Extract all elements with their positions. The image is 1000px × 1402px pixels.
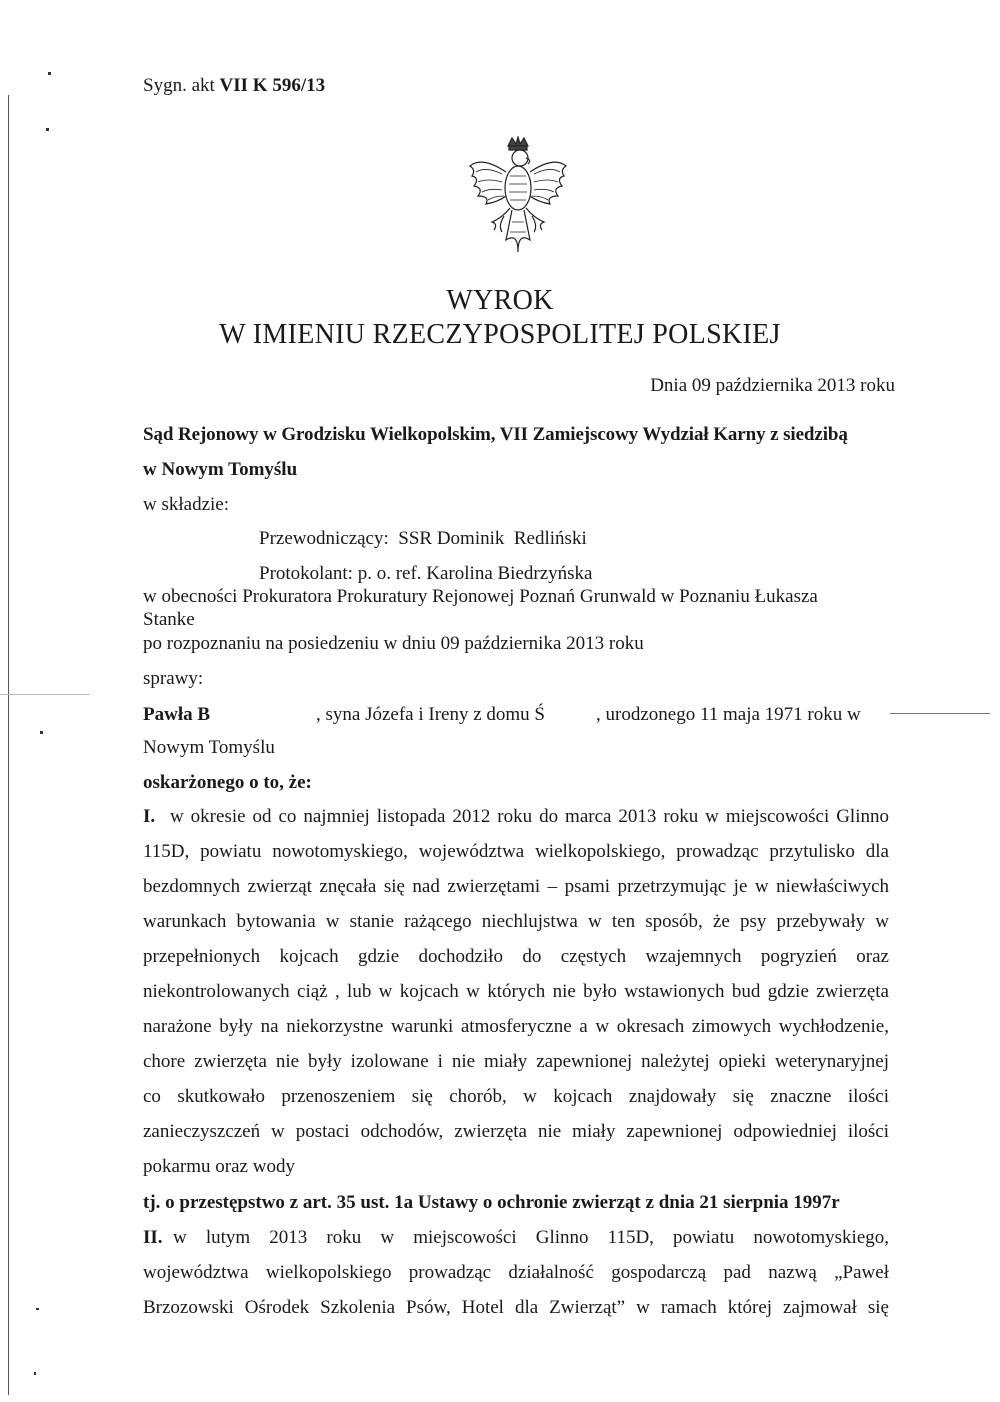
- charge-1-line: 115D, powiatu nowotomyskiego, województwa wielkopolskiego, prowadząc przytulisko dla: [143, 841, 889, 862]
- case-signature: [143, 75, 325, 97]
- charge-1-line: w okresie od co najmniej listopada 2012 roku do marca 2013 roku w miejscowości Glinno: [170, 806, 889, 827]
- scan-fold-line: [0, 694, 90, 695]
- composition-label: w składzie:: [143, 494, 230, 515]
- court-name-line1: Sąd Rejonowy w Grodzisku Wielkopolskim, VII Zamiejscowy Wydział Karny z siedzibą: [143, 424, 848, 445]
- charge-1-qualification: tj. o przestępstwo z art. 35 ust. 1a Ustawy o ochronie zwierząt z dnia 21 sierpnia 1997r: [143, 1192, 840, 1213]
- charge-1-line: przepełnionych kojcach gdzie dochodziło do częstych wzajemnych pogryzień oraz: [143, 946, 889, 967]
- charged-label: oskarżonego o to, że:: [143, 772, 312, 793]
- judgment-title: WYROK: [446, 285, 554, 316]
- polish-eagle-emblem: [462, 136, 574, 260]
- scan-speck: [34, 1372, 36, 1375]
- charge-1-line: niekontrolowanych ciąż , lub w kojcach w których nie było wstawionych bud gdzie zwierzęta: [143, 981, 889, 1002]
- prosecutor-line1: w obecności Prokuratora Prokuratury Rejonowej Poznań Grunwald w Poznaniu Łukasza: [143, 586, 818, 607]
- hearing-line: po rozpoznaniu na posiedzeniu w dniu 09 października 2013 roku: [143, 633, 644, 654]
- judgment-subtitle: W IMIENIU RZECZYPOSPOLITEJ POLSKIEJ: [219, 319, 781, 350]
- scan-speck: [40, 731, 43, 734]
- case-signature-prefix: Sygn. akt: [143, 75, 215, 96]
- charge-1-numeral: I.: [143, 806, 156, 827]
- case-signature-number: VII K 596/13: [219, 75, 326, 96]
- charge-1-line: chore zwierzęta nie były izolowane i nie miały zapewnionej należytej opieki weterynaryjnej: [143, 1051, 889, 1072]
- defendant-name: Pawła B: [143, 704, 211, 725]
- defendant-birth: , urodzonego 11 maja 1971 roku w: [596, 704, 861, 725]
- court-clerk: Protokolant: p. o. ref. Karolina Biedrzyńska: [259, 563, 593, 584]
- charge-2-numeral: II.: [143, 1227, 163, 1248]
- charge-1-line: zanieczyszczeń w postaci odchodów, zwierzęta nie miały zapewnionej odpowiedniej ilości: [143, 1121, 889, 1142]
- charge-1-line: co skutkowało przenoszeniem się chorób, w kojcach znajdowały się znaczne ilości: [143, 1086, 889, 1107]
- charge-1-line: pokarmu oraz wody: [143, 1156, 295, 1177]
- charge-2-line: województwa wielkopolskiego prowadząc działalność gospodarczą pad nazwą „Paweł: [143, 1262, 889, 1283]
- scan-edge-line: [8, 95, 9, 1395]
- scan-speck: [48, 72, 51, 75]
- scan-speck: [36, 1308, 39, 1310]
- judgment-date: Dnia 09 października 2013 roku: [650, 375, 895, 396]
- presiding-judge: Przewodniczący: SSR Dominik Redliński: [259, 528, 587, 549]
- prosecutor-line2: Stanke: [143, 609, 195, 630]
- defendant-parents: , syna Józefa i Ireny z domu Ś: [316, 704, 545, 725]
- scan-speck: [46, 128, 49, 131]
- charge-2-line: w lutym 2013 roku w miejscowości Glinno 115D, powiatu nowotomyskiego,: [173, 1227, 889, 1248]
- case-label: sprawy:: [143, 668, 204, 689]
- charge-1-line: narażone były na niekorzystne warunki atmosferyczne a w okresach zimowych wychłodzenie,: [143, 1016, 889, 1037]
- charge-1-line: warunkach bytowania w stanie rażącego niechlujstwa w ten sposób, że psy przebywały w: [143, 911, 889, 932]
- court-name-line2: w Nowym Tomyślu: [143, 459, 298, 480]
- charge-2-line: Brzozowski Ośrodek Szkolenia Psów, Hotel dla Zwierząt” w ramach której zajmował się: [143, 1297, 889, 1318]
- charge-1-line: bezdomnych zwierząt znęcała się nad zwierzętami – psami przetrzymując je w niewłaściwych: [143, 876, 889, 897]
- scan-fold-line: [890, 713, 990, 714]
- defendant-birthplace: Nowym Tomyślu: [143, 737, 275, 758]
